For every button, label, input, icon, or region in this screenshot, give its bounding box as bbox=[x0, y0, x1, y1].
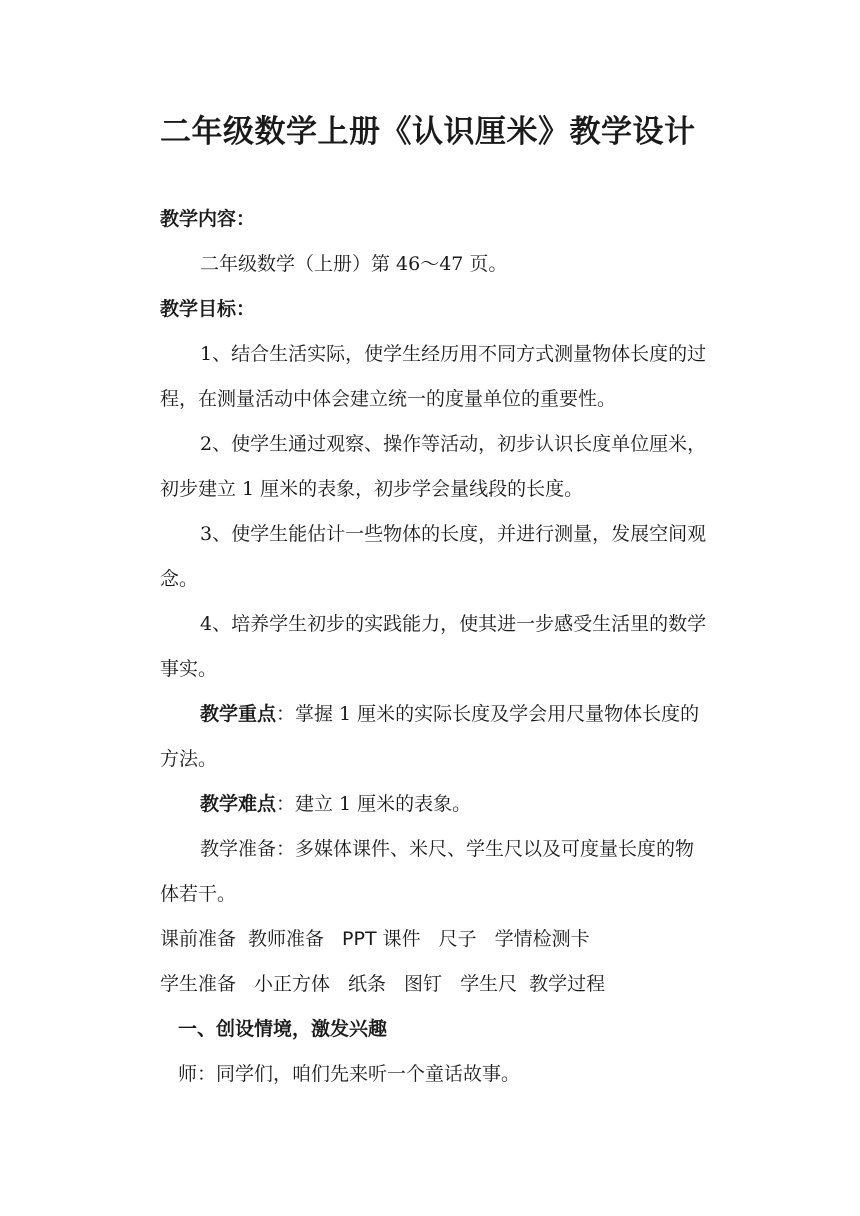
teacher-prep-item: 尺子 bbox=[438, 928, 477, 950]
goal-4-line-1: 4、培养学生初步的实践能力，使其进一步感受生活里的数学 bbox=[200, 613, 707, 635]
student-prep-label: 学生准备 bbox=[160, 973, 237, 995]
teaching-process-label: 教学过程 bbox=[529, 973, 606, 995]
goal-1-line-2: 程，在测量活动中体会建立统一的度量单位的重要性。 bbox=[160, 388, 617, 410]
goals-heading: 教学目标： bbox=[160, 298, 256, 320]
key-point-line-1 bbox=[200, 702, 699, 726]
difficulty-label: 教学难点 bbox=[200, 793, 277, 815]
key-point-label: 教学重点 bbox=[200, 703, 277, 725]
student-prep-item: 小正方体 bbox=[254, 973, 331, 995]
goal-2-line-1: 2、使学生通过观察、操作等活动，初步认识长度单位厘米， bbox=[200, 433, 707, 455]
goal-2-line-2: 初步建立 1 厘米的表象，初步学会量线段的长度。 bbox=[160, 478, 584, 500]
goal-1-line-1: 1、结合生活实际，使学生经历用不同方式测量物体长度的过 bbox=[200, 343, 707, 365]
student-prep-line bbox=[160, 972, 605, 996]
content-text: 二年级数学（上册）第 46～47 页。 bbox=[200, 253, 508, 275]
difficulty-text: ：建立 1 厘米的表象。 bbox=[276, 793, 472, 815]
difficulty-line bbox=[200, 792, 471, 816]
goal-3-line-1: 3、使学生能估计一些物体的长度，并进行测量，发展空间观 bbox=[200, 523, 707, 545]
key-point-line-2: 方法。 bbox=[160, 748, 218, 770]
document-title: 二年级数学上册《认识厘米》教学设计 bbox=[160, 114, 696, 150]
content-heading: 教学内容： bbox=[160, 208, 256, 230]
goal-3-line-2: 念。 bbox=[160, 568, 199, 590]
student-prep-item: 学生尺 bbox=[460, 973, 518, 995]
student-prep-item: 纸条 bbox=[348, 973, 387, 995]
teacher-prep-item: PPT 课件 bbox=[342, 928, 421, 950]
preparation-line-1: 教学准备：多媒体课件、米尺、学生尺以及可度量长度的物 bbox=[200, 838, 695, 860]
student-prep-item: 图钉 bbox=[404, 973, 443, 995]
pre-class-label: 课前准备 bbox=[160, 928, 237, 950]
section-1-heading: 一、创设情境，激发兴趣 bbox=[178, 1018, 388, 1040]
goal-4-line-2: 事实。 bbox=[160, 658, 218, 680]
section-1-text: 师：同学们，咱们先来听一个童话故事。 bbox=[178, 1063, 521, 1085]
key-point-text: ：掌握 1 厘米的实际长度及学会用尺量物体长度的 bbox=[276, 703, 700, 725]
teacher-prep-label: 教师准备 bbox=[248, 928, 325, 950]
pre-class-line bbox=[160, 927, 590, 951]
teacher-prep-item: 学情检测卡 bbox=[494, 928, 590, 950]
preparation-line-2: 体若干。 bbox=[160, 883, 237, 905]
